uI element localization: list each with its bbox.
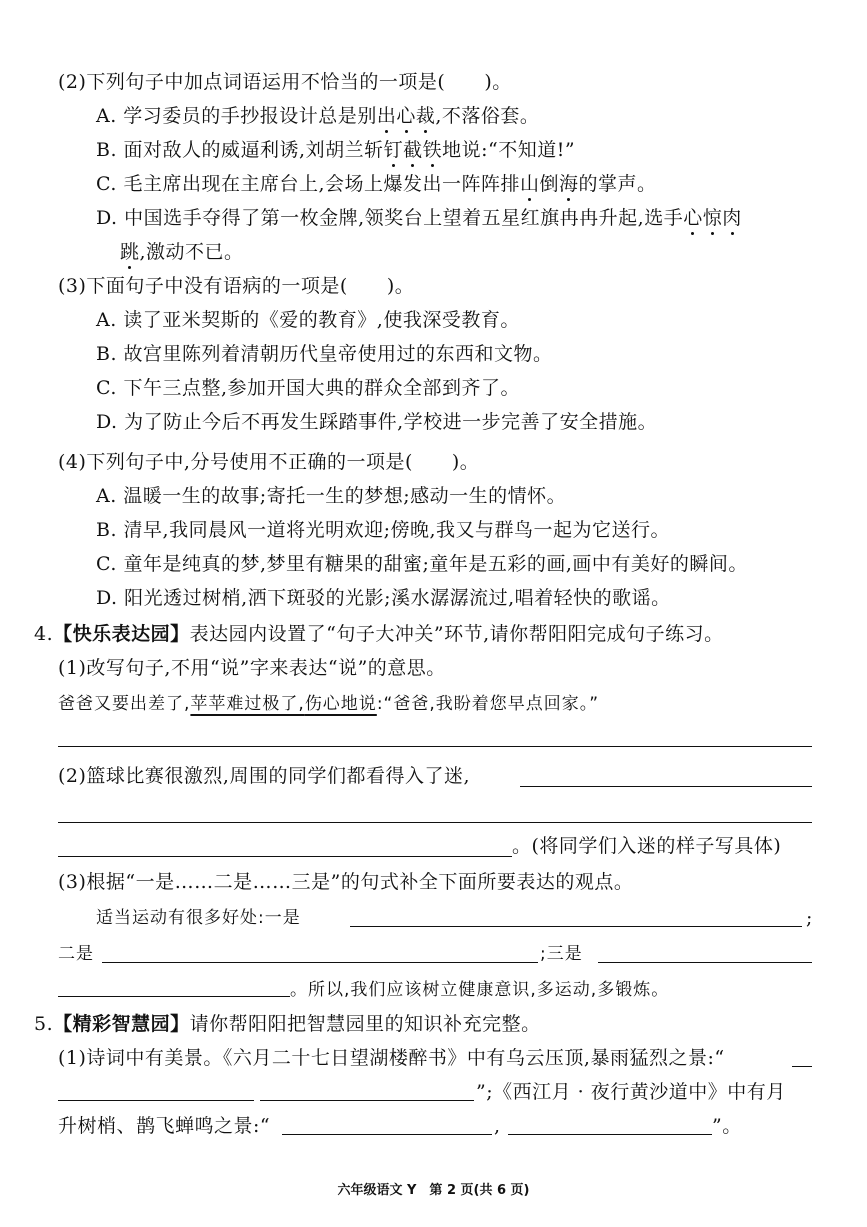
s4-part3-blank-3[interactable]: [598, 962, 812, 963]
s4-part2-answer-line-3[interactable]: [58, 856, 512, 857]
section-4-tag: 【快乐表达园】: [53, 623, 190, 645]
s4-part2-note: 。(将同学们入迷的样子写具体): [512, 835, 782, 857]
s5-close: ”。: [712, 1115, 742, 1137]
s5-blank-3[interactable]: [282, 1134, 492, 1135]
s5-blank-2[interactable]: [260, 1100, 474, 1101]
section-5-tag: 【精彩智慧园】: [53, 1013, 190, 1035]
s5-part1-mid: ”;《西江月 · 夜行黄沙道中》中有月: [476, 1081, 786, 1103]
q4-option-d: D. 阳光透过树梢,洒下斑驳的光影;溪水潺潺流过,唱着轻快的歌谣。: [96, 587, 671, 609]
s5-blank-1b[interactable]: [58, 1100, 254, 1101]
q4-option-c: C. 童年是纯真的梦,梦里有糖果的甜蜜;童年是五彩的画,画中有美好的瞬间。: [96, 553, 748, 575]
q2-option-b: B. 面对敌人的威逼利诱,刘胡兰斩钉截铁地说:“不知道!”: [96, 139, 576, 161]
s4-part3-blank-1[interactable]: [350, 926, 802, 927]
q2-a-dotted-word: 别出心裁: [357, 105, 436, 127]
s5-blank-1a[interactable]: [792, 1066, 812, 1067]
q3-option-b: B. 故宫里陈列着清朝历代皇帝使用过的东西和文物。: [96, 343, 553, 365]
q2-d-dotted-word: 心惊肉: [683, 207, 742, 229]
section-5-heading: 5.【精彩智慧园】请你帮阳阳把智慧园里的知识补充完整。: [34, 1013, 541, 1035]
s4-part3-blank-4[interactable]: [58, 996, 290, 997]
s4-part3-blank-2[interactable]: [102, 962, 538, 963]
s5-part1-line1: (1)诗词中有美景。《六月二十七日望湖楼醉书》中有乌云压顶,暴雨猛烈之景:“: [58, 1047, 725, 1069]
s4-part1-underline-2: 伤心地说: [304, 694, 377, 714]
q4-stem: (4)下列句子中,分号使用不正确的一项是( )。: [58, 451, 480, 473]
q4-option-a: A. 温暖一生的故事;寄托一生的梦想;感动一生的情怀。: [96, 485, 567, 507]
s4-part3-conclusion: 。所以,我们应该树立健康意识,多运动,多锻炼。: [290, 980, 670, 1000]
page-footer: 六年级语文 Y 第 2 页(共 6 页): [337, 1183, 530, 1198]
q2-b-dotted-word: 斩钉截铁: [364, 139, 443, 161]
q2-option-d: D. 中国选手夺得了第一枚金牌,领奖台上望着五星红旗冉冉升起,选手心惊肉: [96, 207, 742, 229]
s4-part2-prompt: (2)篮球比赛很激烈,周围的同学们都看得入了迷,: [58, 765, 470, 787]
s4-part3-three-label: ;三是: [540, 944, 583, 964]
s4-part3-lead: 适当运动有很多好处:一是: [96, 908, 301, 928]
q2-c-dotted-word: 排山倒海: [500, 173, 579, 195]
s5-comma: ,: [494, 1115, 501, 1137]
s5-part1-line3: 升树梢、鹊飞蝉鸣之景:“: [58, 1115, 271, 1137]
s4-part3-instruction: (3)根据“一是……二是……三是”的句式补全下面所要表达的观点。: [58, 871, 634, 893]
q2-option-c: C. 毛主席出现在主席台上,会场上爆发出一阵阵排山倒海的掌声。: [96, 173, 657, 195]
q3-stem: (3)下面句子中没有语病的一项是( )。: [58, 275, 415, 297]
q2-stem: (2)下列句子中加点词语运用不恰当的一项是( )。: [58, 71, 512, 93]
s4-part1-sentence: 爸爸又要出差了,苹苹难过极了,伤心地说:“爸爸,我盼着您早点回家。”: [58, 694, 600, 714]
q4-option-b: B. 清早,我同晨风一道将光明欢迎;傍晚,我又与群鸟一起为它送行。: [96, 519, 671, 541]
s4-part3-two-label: 二是: [58, 944, 94, 964]
s4-part1-underline-1: 苹苹难过极了,: [190, 694, 305, 714]
s5-blank-4[interactable]: [508, 1134, 712, 1135]
q2-d-dotted-word-2: 跳: [120, 241, 140, 263]
q2-option-d-cont: 跳,激动不已。: [120, 241, 244, 263]
q2-option-a: A. 学习委员的手抄报设计总是别出心裁,不落俗套。: [96, 105, 540, 127]
s4-part2-answer-line-2[interactable]: [58, 822, 812, 823]
q3-option-d: D. 为了防止今后不再发生踩踏事件,学校进一步完善了安全措施。: [96, 411, 658, 433]
section-4-heading: 4.【快乐表达园】表达园内设置了“句子大冲关”环节,请你帮阳阳完成句子练习。: [34, 623, 724, 645]
s4-part2-answer-line-1[interactable]: [520, 786, 812, 787]
s4-part1-instruction: (1)改写句子,不用“说”字来表达“说”的意思。: [58, 657, 446, 679]
q3-option-a: A. 读了亚米契斯的《爱的教育》,使我深受教育。: [96, 309, 520, 331]
s4-part3-semicolon-1: ;: [806, 907, 813, 929]
q3-option-c: C. 下午三点整,参加开国大典的群众全部到齐了。: [96, 377, 520, 399]
s4-part1-answer-line[interactable]: [58, 746, 812, 747]
